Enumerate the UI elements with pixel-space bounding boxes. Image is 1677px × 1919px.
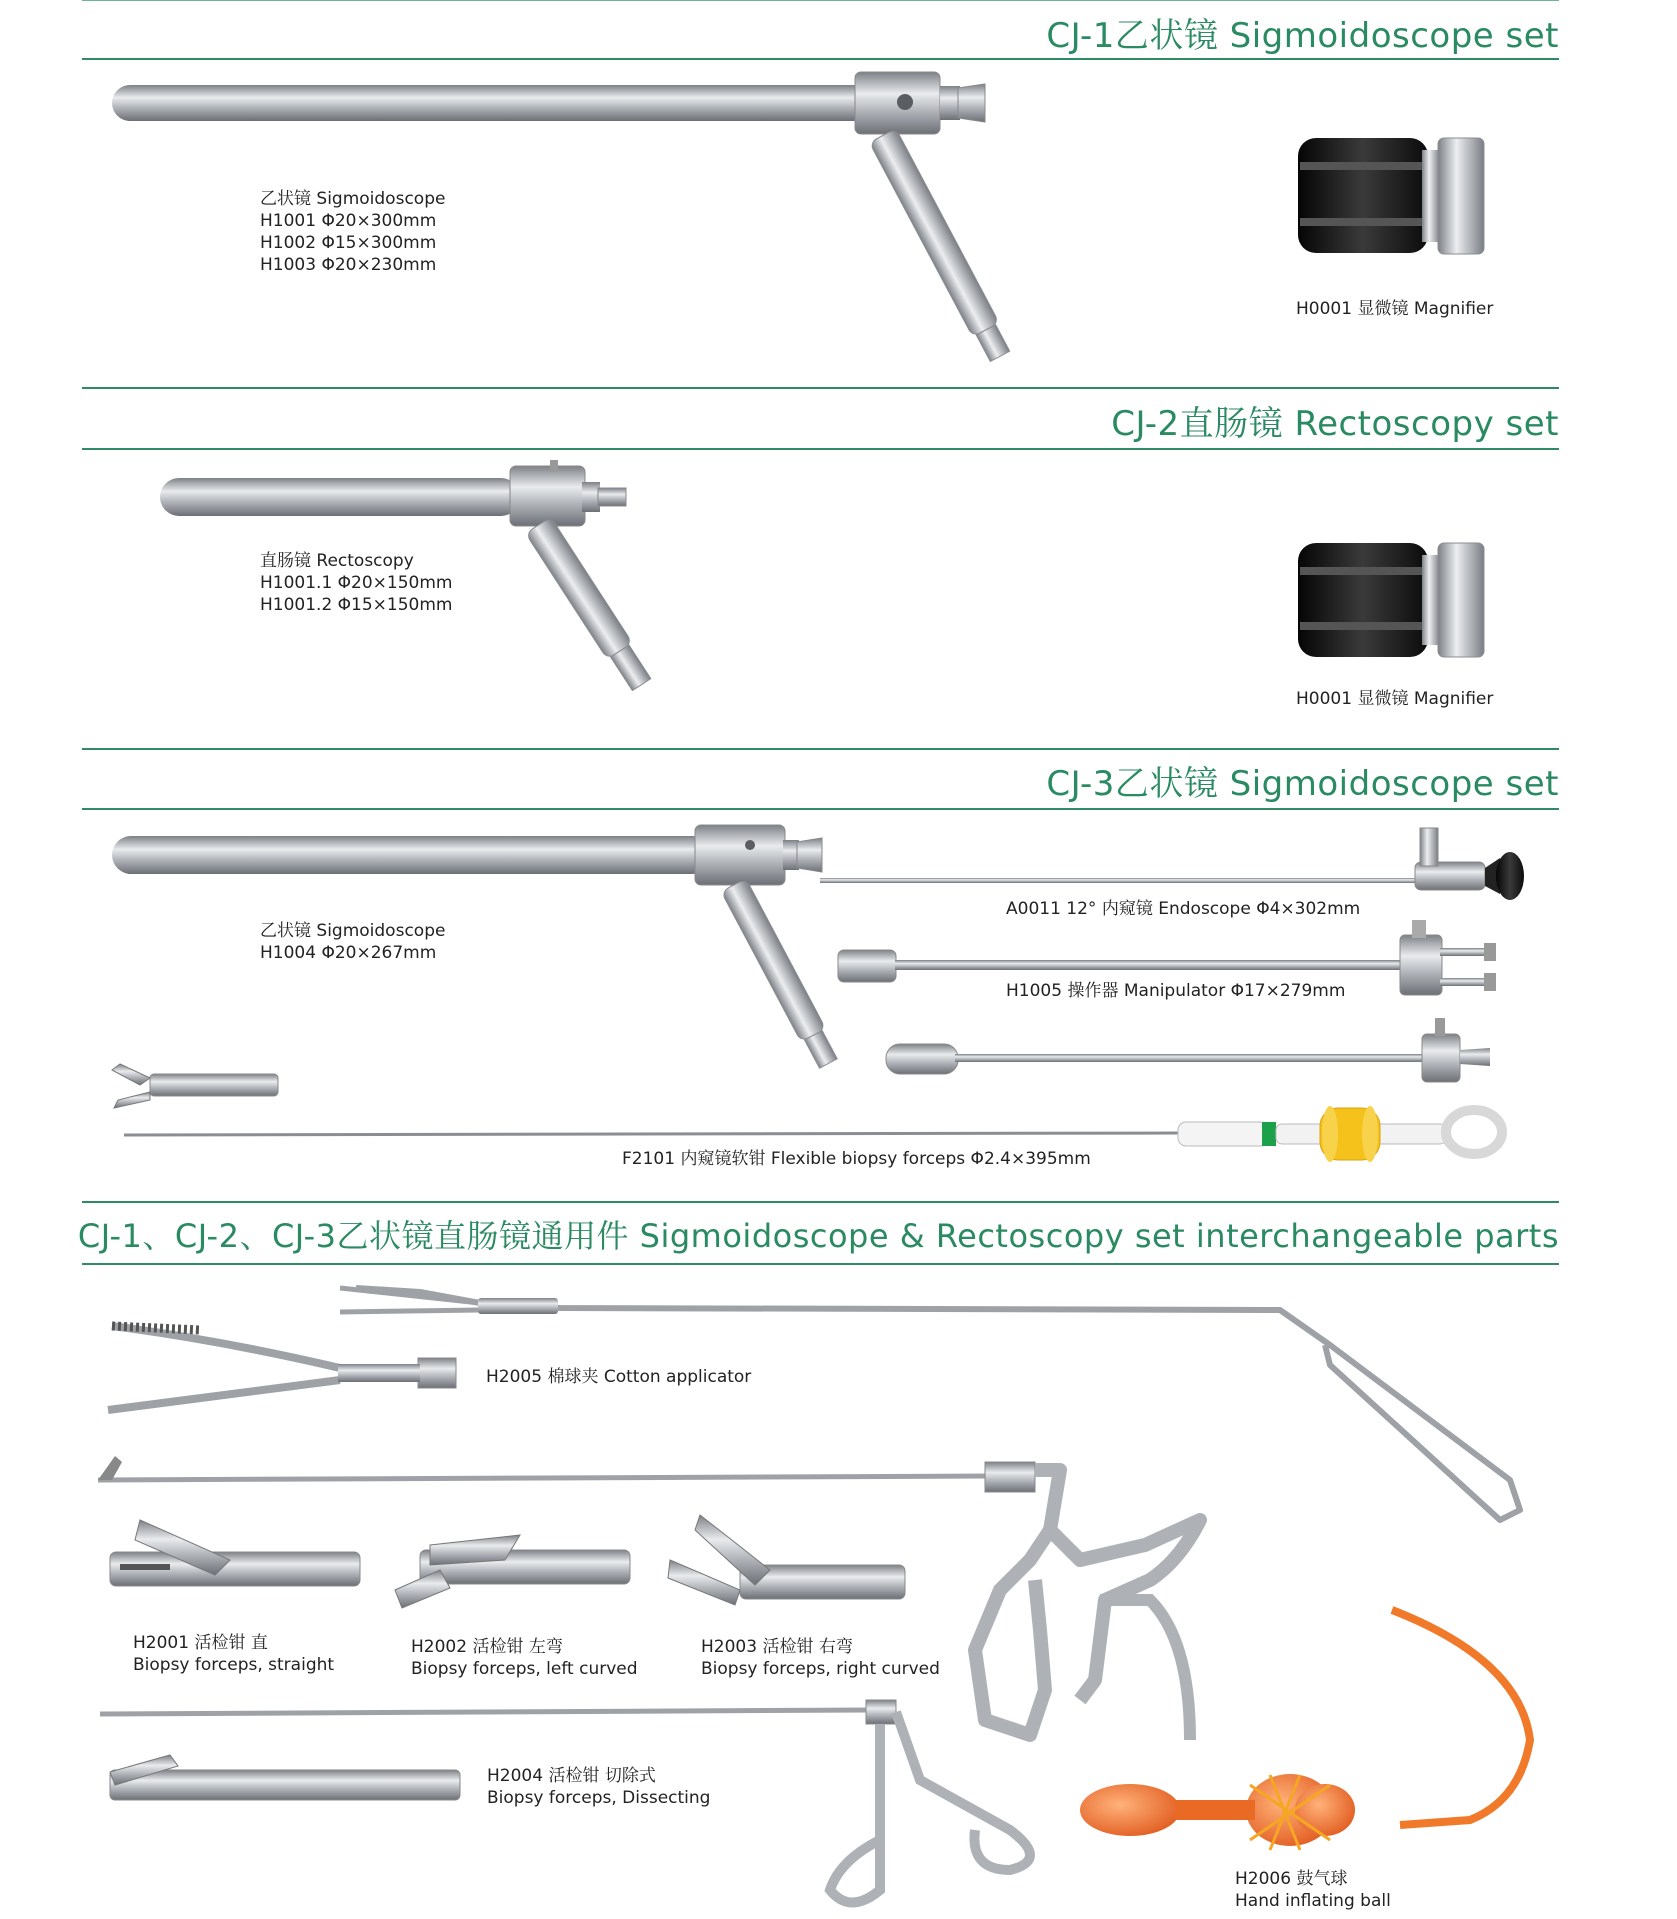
forceps-tip-image [112, 1064, 278, 1108]
magnifier-image-1 [1298, 138, 1484, 254]
h2003-desc: Biopsy forceps, right curved [701, 1659, 940, 1679]
cj2-magnifier-label: H0001 显微镜 Magnifier [1296, 689, 1494, 709]
cj1-magnifier-label: H0001 显微镜 Magnifier [1296, 299, 1494, 319]
h2001-desc: Biopsy forceps, straight [133, 1655, 335, 1675]
cj1-scope-line: H1003 Φ20×230mm [260, 255, 437, 275]
h2003-label [701, 1636, 940, 1680]
cotton-applicator-label: H2005 棉球夹 Cotton applicator [486, 1367, 752, 1387]
cj1-scope-line: 乙状镜 Sigmoidoscope [260, 189, 446, 209]
h2002-code: H2002 活检钳 左弯 [411, 1637, 563, 1657]
section-title-cj3: CJ-3乙状镜 Sigmoidoscope set [1046, 764, 1559, 804]
h2006-label [1235, 1868, 1391, 1912]
cj1-sigmoidoscope-label [260, 188, 445, 276]
cj2-scope-line: H1001.1 Φ20×150mm [260, 573, 453, 593]
flexible-forceps-label: F2101 内窥镜软钳 Flexible biopsy forceps Φ2.4×395mm [622, 1149, 1091, 1169]
cj2-scope-line: H1001.2 Φ15×150mm [260, 595, 453, 615]
cj3-scope-line: 乙状镜 Sigmoidoscope [260, 921, 446, 941]
jaw-h2003-image [668, 1515, 905, 1605]
cj2-rectoscopy-label [260, 550, 453, 616]
h2001-code: H2001 活检钳 直 [133, 1633, 268, 1653]
biopsy-forceps-long-image [98, 1456, 1200, 1740]
cj1-scope-line: H1001 Φ20×300mm [260, 211, 437, 231]
obturator-image [886, 1018, 1490, 1082]
h2006-desc: Hand inflating ball [1235, 1891, 1391, 1911]
h2004-desc: Biopsy forceps, Dissecting [487, 1788, 711, 1808]
section-title-cj2: CJ-2直肠镜 Rectoscopy set [1111, 404, 1559, 444]
cj1-scope-line: H1002 Φ15×300mm [260, 233, 437, 253]
cj3-scope-line: H1004 Φ20×267mm [260, 943, 437, 963]
jaw-h2001-image [110, 1520, 360, 1586]
h2001-label [133, 1632, 334, 1676]
section-title-parts: CJ-1、CJ-2、CJ-3乙状镜直肠镜通用件 Sigmoidoscope & Rectoscopy set interchangeable parts [77, 1217, 1559, 1255]
hand-inflating-ball-h2006-image [1080, 1610, 1530, 1850]
sigmoidoscope-h1004-image [112, 825, 841, 1070]
endoscope-a0011-image [820, 828, 1524, 900]
manipulator-label: H1005 操作器 Manipulator Φ17×279mm [1006, 981, 1346, 1001]
endoscope-label: A0011 12° 内窥镜 Endoscope Φ4×302mm [1006, 899, 1361, 919]
sigmoidoscope-h1001-image [112, 72, 1013, 363]
h2006-code: H2006 鼓气球 [1235, 1869, 1348, 1889]
cotton-applicator-h2005-image [108, 1288, 1520, 1520]
jaw-h2002-image [395, 1535, 630, 1608]
cj2-scope-line: 直肠镜 Rectoscopy [260, 551, 414, 571]
magnifier-image-2 [1298, 543, 1484, 657]
h2004-label [487, 1765, 710, 1809]
section-title-cj1: CJ-1乙状镜 Sigmoidoscope set [1046, 16, 1559, 56]
cj3-sigmoidoscope-label [260, 920, 445, 964]
h2004-code: H2004 活检钳 切除式 [487, 1766, 656, 1786]
h2002-label [411, 1636, 638, 1680]
h2003-code: H2003 活检钳 右弯 [701, 1637, 853, 1657]
h2002-desc: Biopsy forceps, left curved [411, 1659, 638, 1679]
